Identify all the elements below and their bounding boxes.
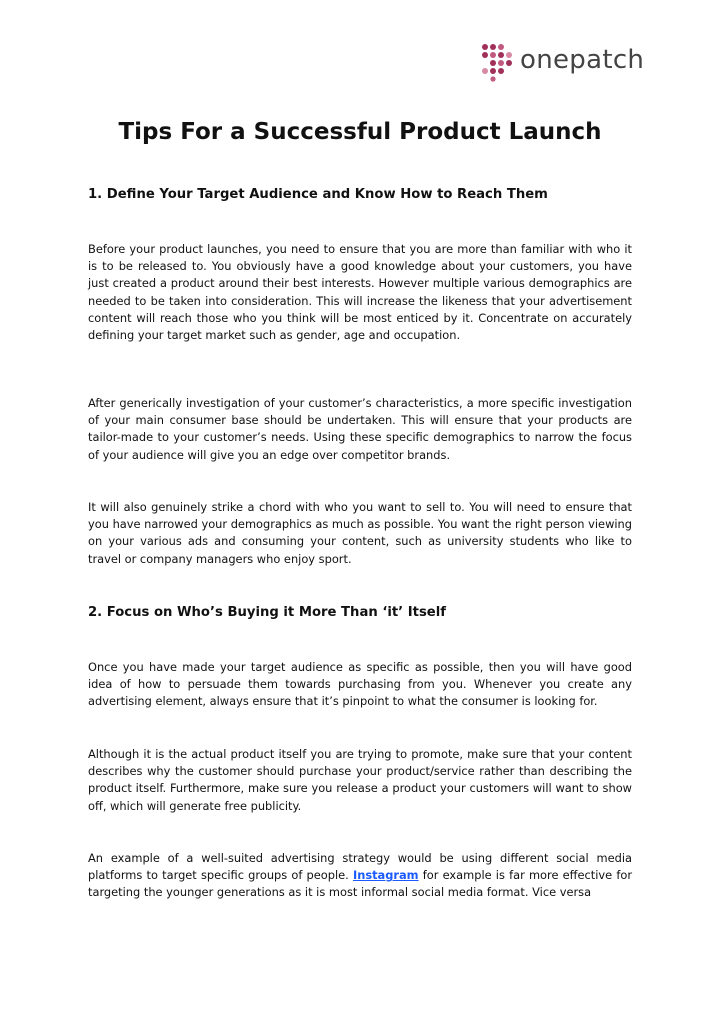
logo-text: onepatch xyxy=(520,45,645,75)
section-heading-2: 2. Focus on Who’s Buying it More Than ‘it’ Itself xyxy=(88,605,447,620)
paragraph: After generically investigation of your customer’s characteristics, a more specific investigation of your main consumer base should be undertaken. This will ensure that your products are tailor-made to your customer’s needs. Using these specific demographics to narrow the focus of your audience will give you an edge over competitor brands. xyxy=(88,396,632,462)
paragraph-text: for example is far more effective for targeting the younger generations as it is most informal social media format. Vice versa xyxy=(88,868,632,900)
paragraph-with-link xyxy=(88,850,632,902)
onepatch-logo xyxy=(480,42,645,82)
dot-grid-logo-icon xyxy=(480,42,520,82)
section-heading-1: 1. Define Your Target Audience and Know How to Reach Them xyxy=(88,187,548,202)
paragraph: Although it is the actual product itself you are trying to promote, make sure that your content describes why the customer should purchase your product/service rather than describing the product itself. Furthermore, make sure you release a product your customers will want to show off, which will generate free publicity. xyxy=(88,747,632,813)
instagram-link[interactable]: Instagram xyxy=(352,868,419,883)
paragraph: It will also genuinely strike a chord with who you want to sell to. You will need to ensure that you have narrowed your demographics as much as possible. You want the right person viewing on your various ads and consuming your content, such as university students who like to travel or company managers who enjoy sport. xyxy=(88,500,632,566)
paragraph: Once you have made your target audience as specific as possible, then you will have good idea of how to persuade them towards purchasing from you. Whenever you create any advertising element, always ensure that it’s pinpoint to what the consumer is looking for. xyxy=(88,660,632,709)
paragraph: Before your product launches, you need to ensure that you are more than familiar with who it is to be released to. You obviously have a good knowledge about your customers, you have just created a product around their best interests. However multiple various demographics are needed to be taken into consideration. This will increase the likeness that your advertisement content will reach those who you think will be most enticed by it. Concentrate on accurately defining your target market such as gender, age and occupation. xyxy=(88,242,632,343)
paragraph-text: An example of a well-suited advertising strategy would be using different social media platforms to target specific groups of people. xyxy=(88,851,632,883)
document-title: Tips For a Successful Product Launch xyxy=(118,119,602,145)
